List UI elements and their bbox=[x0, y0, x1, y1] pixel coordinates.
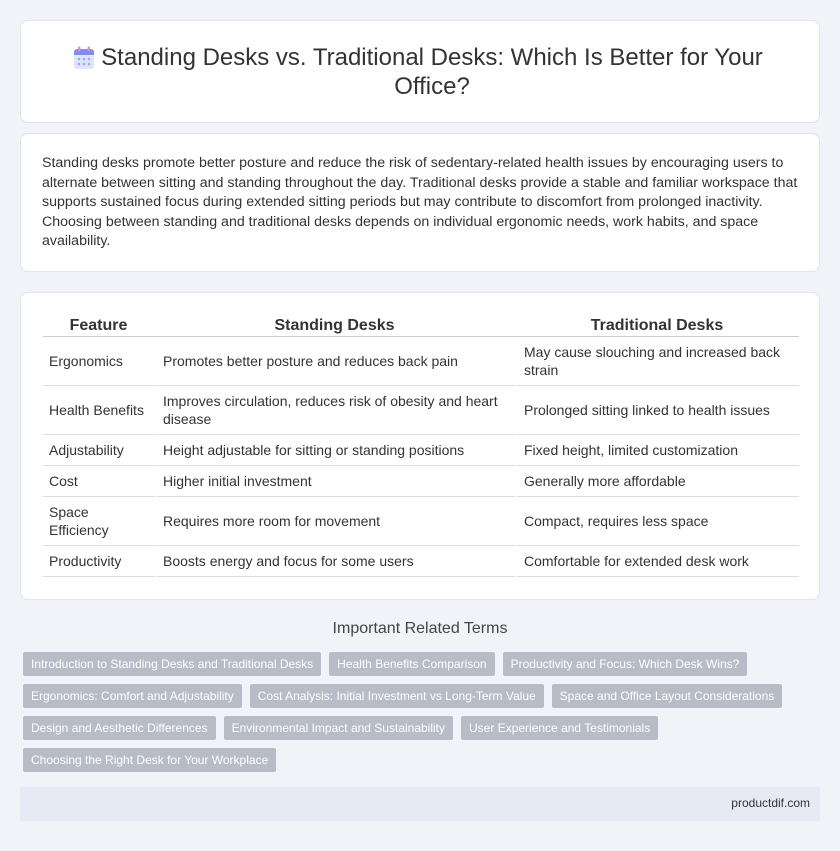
related-tag[interactable]: Health Benefits Comparison bbox=[329, 652, 494, 676]
table-header-row bbox=[43, 315, 799, 337]
related-tag[interactable]: Design and Aesthetic Differences bbox=[23, 716, 216, 740]
feature-cell: Space Efficiency bbox=[43, 497, 154, 546]
traditional-cell: Compact, requires less space bbox=[515, 497, 799, 546]
related-tag[interactable]: Introduction to Standing Desks and Traditional Desks bbox=[23, 652, 321, 676]
table-row bbox=[43, 386, 799, 435]
intro-card bbox=[20, 133, 820, 272]
comparison-table bbox=[43, 315, 799, 577]
header-traditional-desks: Traditional Desks bbox=[515, 315, 799, 337]
traditional-cell: May cause slouching and increased back strain bbox=[515, 337, 799, 386]
comparison-table-card bbox=[20, 292, 820, 600]
feature-cell: Health Benefits bbox=[43, 386, 154, 435]
standing-cell: Higher initial investment bbox=[154, 466, 515, 497]
header-feature: Feature bbox=[43, 315, 154, 337]
standing-cell: Requires more room for movement bbox=[154, 497, 515, 546]
feature-cell: Cost bbox=[43, 466, 154, 497]
page-title: Standing Desks vs. Traditional Desks: Which Is Better for Your Office? bbox=[101, 43, 763, 100]
related-tag[interactable]: Ergonomics: Comfort and Adjustability bbox=[23, 684, 242, 708]
feature-cell: Ergonomics bbox=[43, 337, 154, 386]
feature-cell: Productivity bbox=[43, 546, 154, 577]
table-row bbox=[43, 435, 799, 466]
table-row bbox=[43, 546, 799, 577]
related-tag[interactable]: Space and Office Layout Considerations bbox=[552, 684, 783, 708]
traditional-cell: Fixed height, limited customization bbox=[515, 435, 799, 466]
related-tag[interactable]: Environmental Impact and Sustainability bbox=[224, 716, 453, 740]
standing-cell: Improves circulation, reduces risk of obesity and heart disease bbox=[154, 386, 515, 435]
related-tag[interactable]: User Experience and Testimonials bbox=[461, 716, 658, 740]
intro-paragraph: Standing desks promote better posture and reduce the risk of sedentary-related health issues by encouraging users to alternate between sitting and standing throughout the day. Traditional desks provide a stable and familiar workspace that supports sustained focus during extended sitting periods but may contribute to discomfort from prolonged inactivity. Choosing between standing and traditional desks depends on individual ergonomic needs, work habits, and space availability. bbox=[42, 155, 798, 250]
footer bbox=[20, 787, 820, 821]
traditional-cell: Comfortable for extended desk work bbox=[515, 546, 799, 577]
header-standing-desks: Standing Desks bbox=[154, 315, 515, 337]
table-row bbox=[43, 466, 799, 497]
standing-cell: Height adjustable for sitting or standing positions bbox=[154, 435, 515, 466]
table-row bbox=[43, 337, 799, 386]
title-card bbox=[20, 20, 820, 123]
related-tag[interactable]: Productivity and Focus: Which Desk Wins? bbox=[503, 652, 748, 676]
standing-cell: Promotes better posture and reduces back pain bbox=[154, 337, 515, 386]
related-terms-heading: Important Related Terms bbox=[332, 620, 508, 637]
traditional-cell: Prolonged sitting linked to health issues bbox=[515, 386, 799, 435]
table-row bbox=[43, 497, 799, 546]
related-terms-list bbox=[23, 652, 813, 772]
standing-cell: Boosts energy and focus for some users bbox=[154, 546, 515, 577]
related-tag[interactable]: Cost Analysis: Initial Investment vs Long-Term Value bbox=[250, 684, 544, 708]
footer-site-name: productdif.com bbox=[731, 796, 810, 810]
feature-cell: Adjustability bbox=[43, 435, 154, 466]
related-tag[interactable]: Choosing the Right Desk for Your Workplace bbox=[23, 748, 276, 772]
traditional-cell: Generally more affordable bbox=[515, 466, 799, 497]
